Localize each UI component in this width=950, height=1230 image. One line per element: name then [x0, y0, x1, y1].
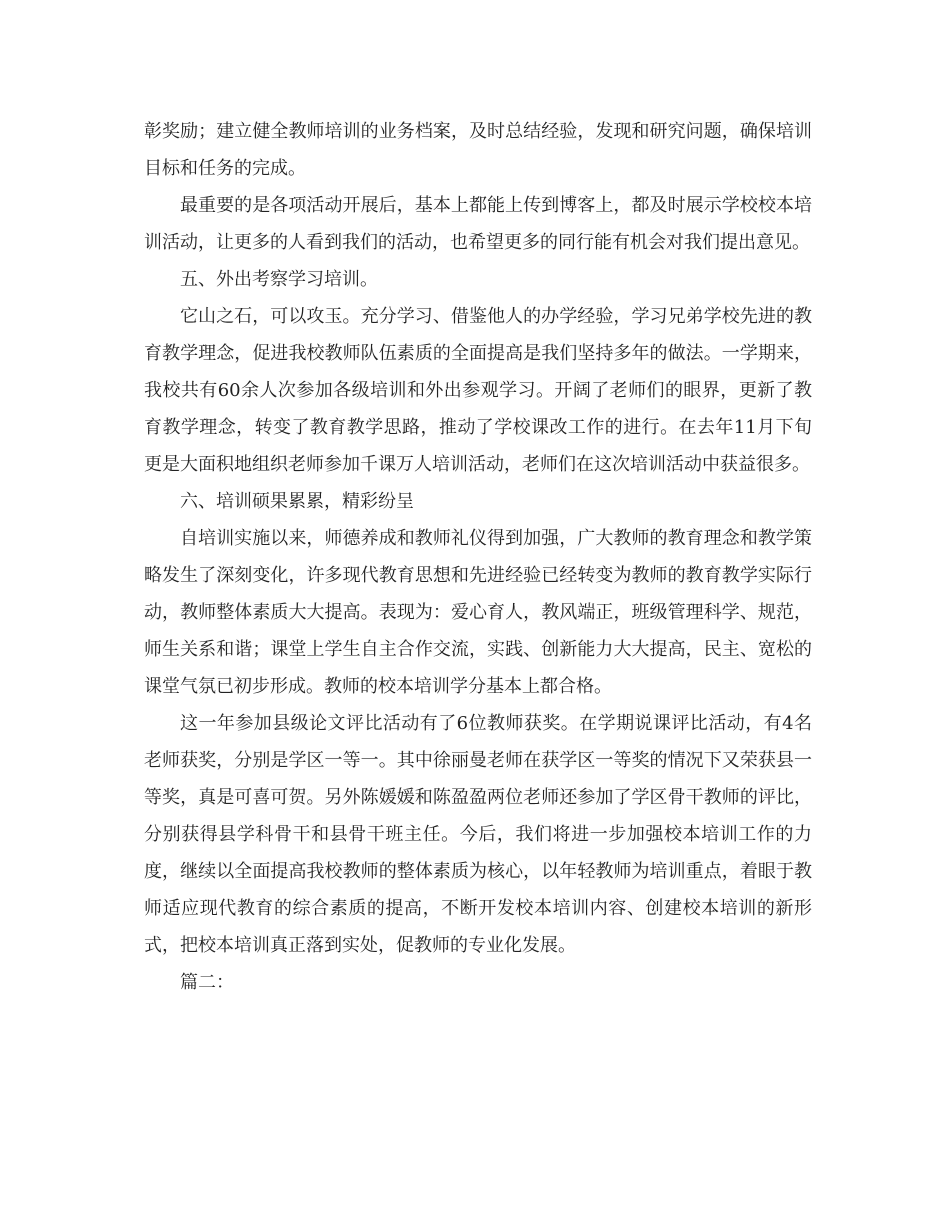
section-heading-six: 六、培训硕果累累，精彩纷呈	[180, 491, 414, 512]
paragraph-archive-continuation: 彰奖励；建立健全教师培训的业务档案，及时总结经验，发现和研究问题，确保培训目标和任务的完成。	[144, 121, 812, 179]
section-heading-five: 五、外出考察学习培训。	[180, 269, 378, 290]
section-heading-part-two: 篇二：	[180, 972, 234, 993]
paragraph-awards: 这一年参加县级论文评比活动有了6位教师获奖。在学期说课评比活动，有4名老师获奖，分别是学区一等一。其中徐丽曼老师在获学区一等奖的情况下又荣获县一等奖，真是可喜可贺。另外陈媛媛和陈盈盈两位老师还参加了学区骨干教师的评比，分别获得县学科骨干和县骨干班主任。今后，我们将进一步加强校本培训工作的力度，继续以全面提高我校教师的整体素质为核心，以年轻教师为培训重点，着眼于教师适应现代教育的综合素质的提高，不断开发校本培训内容、创建校本培训的新形式，把校本培训真正落到实处，促教师的专业化发展。	[144, 713, 812, 956]
document-body	[144, 113, 812, 1001]
paragraph-training-results: 自培训实施以来，师德养成和教师礼仪得到加强，广大教师的教育理念和教学策略发生了深刻变化，许多现代教育思想和先进经验已经转变为教师的教育教学实际行动，教师整体素质大大提高。表现为：爱心育人，教风端正，班级管理科学、规范，师生关系和谐；课堂上学生自主合作交流，实践、创新能力大大提高，民主、宽松的课堂气氛已初步形成。教师的校本培训学分基本上都合格。	[144, 528, 812, 697]
paragraph-external-study: 它山之石，可以攻玉。充分学习、借鉴他人的办学经验，学习兄弟学校先进的教育教学理念，促进我校教师队伍素质的全面提高是我们坚持多年的做法。一学期来，我校共有60余人次参加各级培训和外出参观学习。开阔了老师们的眼界，更新了教育教学理念，转变了教育教学思路，推动了学校课改工作的进行。在去年11月下旬更是大面积地组织老师参加千课万人培训活动，老师们在这次培训活动中获益很多。	[144, 306, 812, 475]
paragraph-blog-sharing: 最重要的是各项活动开展后，基本上都能上传到博客上，都及时展示学校校本培训活动，让更多的人看到我们的活动，也希望更多的同行能有机会对我们提出意见。	[144, 195, 812, 253]
